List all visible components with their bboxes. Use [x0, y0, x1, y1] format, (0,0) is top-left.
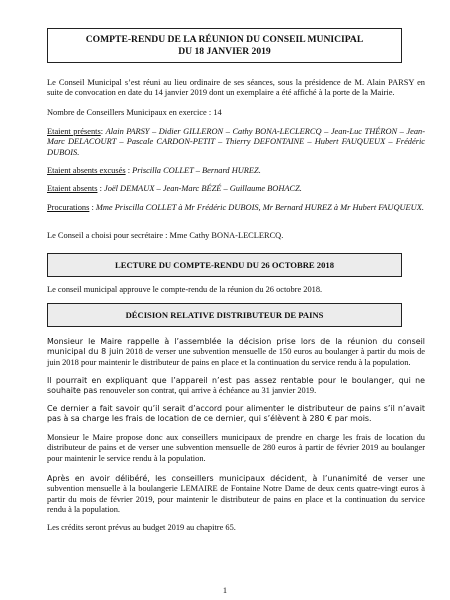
- excused-paragraph: Etaient absents excusés : Priscilla COLLET – Bernard HUREZ.: [47, 166, 261, 175]
- intro-paragraph: Le Conseil Municipal s’est réuni au lieu ordinaire de ses séances, sous la présidence de M. Alain PARSY en suite de convocation en date du 14 janvier 2019 dont un exemplaire a été affiché à la porte de la Mairie.: [47, 78, 425, 98]
- members-count: Nombre de Conseillers Municipaux en exercice : 14: [47, 108, 222, 117]
- document-title: COMPTE-RENDU DE LA RÉUNION DU CONSEIL MUNICIPAL: [85, 34, 364, 45]
- bread-paragraph-3: Ce dernier a fait savoir qu’il serait d’accord pour alimenter le distributeur de pains s’il n’avait pas à sa charge les frais de location de ce dernier, qui s’élèvent à 280 € par mois.: [47, 404, 425, 424]
- proxies-names: Mme Priscilla COLLET à Mr Frédéric DUBOIS, Mr Bernard HUREZ à Mr Hubert FAUQUEUX.: [95, 203, 424, 212]
- excused-names: Priscilla COLLET – Bernard HUREZ.: [132, 166, 261, 175]
- bread-paragraph-5-rest: verser une subvention mensuelle à la boulangerie LEMAIRE de Fontaine Notre Dame de deux cents quatre-vingt euros à partir du mois de février 2019, pour maintenir le distributeur de pains en place et la continuation du service rendu à la population.: [47, 474, 425, 515]
- budget-line: Les crédits seront prévus au budget 2019 au chapitre 65.: [47, 523, 236, 532]
- section-heading-bread-distributor: DÉCISION RELATIVE DISTRIBUTEUR DE PAINS: [47, 303, 402, 327]
- bread-paragraph-1-rest: 2018 de verser une subvention mensuelle de 150 euros au boulanger à partir du mois de juin 2018 pour maintenir le distributeur de pains en place et la continuation du service rendu à la population.: [47, 347, 426, 367]
- bread-paragraph-2: [47, 376, 425, 397]
- present-label: Etaient présents: [47, 127, 101, 136]
- bread-paragraph-4: Monsieur le Maire propose donc aux conseillers municipaux de prendre en charge les frais de location du distributeur de pains et de verser une subvention mensuelle de 280 euros à partir de février 2019 au boulanger pour maintenir le service rendu à la population.: [47, 433, 425, 463]
- bread-paragraph-1-lead: Monsieur le Maire rappelle à l’assemblée la décision prise lors de la réunion du conseil municipal du 8 juin: [47, 337, 425, 357]
- present-names: Alain PARSY – Didier GILLERON – Cathy BONA-LECLERCQ – Jean-Luc THÉRON – Jean-Marc DELACOURT – Pascale CARDON-PETIT – Thierry DEFONTAINE – Hubert FAUQUEUX – Frédéric DUBOIS.: [47, 127, 426, 157]
- excused-label: Etaient absents excusés: [47, 166, 126, 175]
- secretary-line: Le Conseil a choisi pour secrétaire : Mme Cathy BONA-LECLERCQ.: [47, 231, 284, 240]
- document-date: DU 18 JANVIER 2019: [178, 46, 271, 57]
- proxies-paragraph: Procurations : Mme Priscilla COLLET à Mr Frédéric DUBOIS, Mr Bernard HUREZ à Mr Hubert FAUQUEUX.: [47, 203, 424, 212]
- page-number: 1: [222, 586, 228, 595]
- minutes-approval: Le conseil municipal approuve le compte-rendu de la réunion du 26 octobre 2018.: [47, 285, 323, 294]
- bread-paragraph-5-lead: Après en avoir délibéré, les conseillers municipaux décident, à l’unanimité de: [47, 474, 383, 483]
- bread-paragraph-1: [47, 337, 425, 368]
- absent-paragraph: Etaient absents : Joël DEMAUX – Jean-Marc BÉZÉ – Guillaume BOHACZ.: [47, 184, 302, 193]
- absent-names: Joël DEMAUX – Jean-Marc BÉZÉ – Guillaume BOHACZ.: [103, 184, 302, 193]
- document-title-box: [47, 28, 402, 63]
- bread-paragraph-2-lead: Il pourrait en expliquant que l’appareil n’est pas assez rentable pour le boulanger, qui ne souhaite pas: [47, 376, 425, 396]
- absent-label: Etaient absents: [47, 184, 98, 193]
- section-heading-minutes: LECTURE DU COMPTE-RENDU DU 26 OCTOBRE 2018: [47, 253, 402, 277]
- bread-paragraph-2-rest: renouveler son contrat, qui arrive à échéance au 31 janvier 2019.: [99, 386, 317, 396]
- present-paragraph: Etaient présents: Alain PARSY – Didier GILLERON – Cathy BONA-LECLERCQ – Jean-Luc THÉRON – Jean-Marc DELACOURT – Pascale CARDON-PETIT – Thierry DEFONTAINE – Hubert FAUQUEUX – Frédéric DUBOIS.: [47, 127, 426, 157]
- bread-paragraph-5: [47, 474, 425, 516]
- proxies-label: Procurations: [47, 203, 90, 212]
